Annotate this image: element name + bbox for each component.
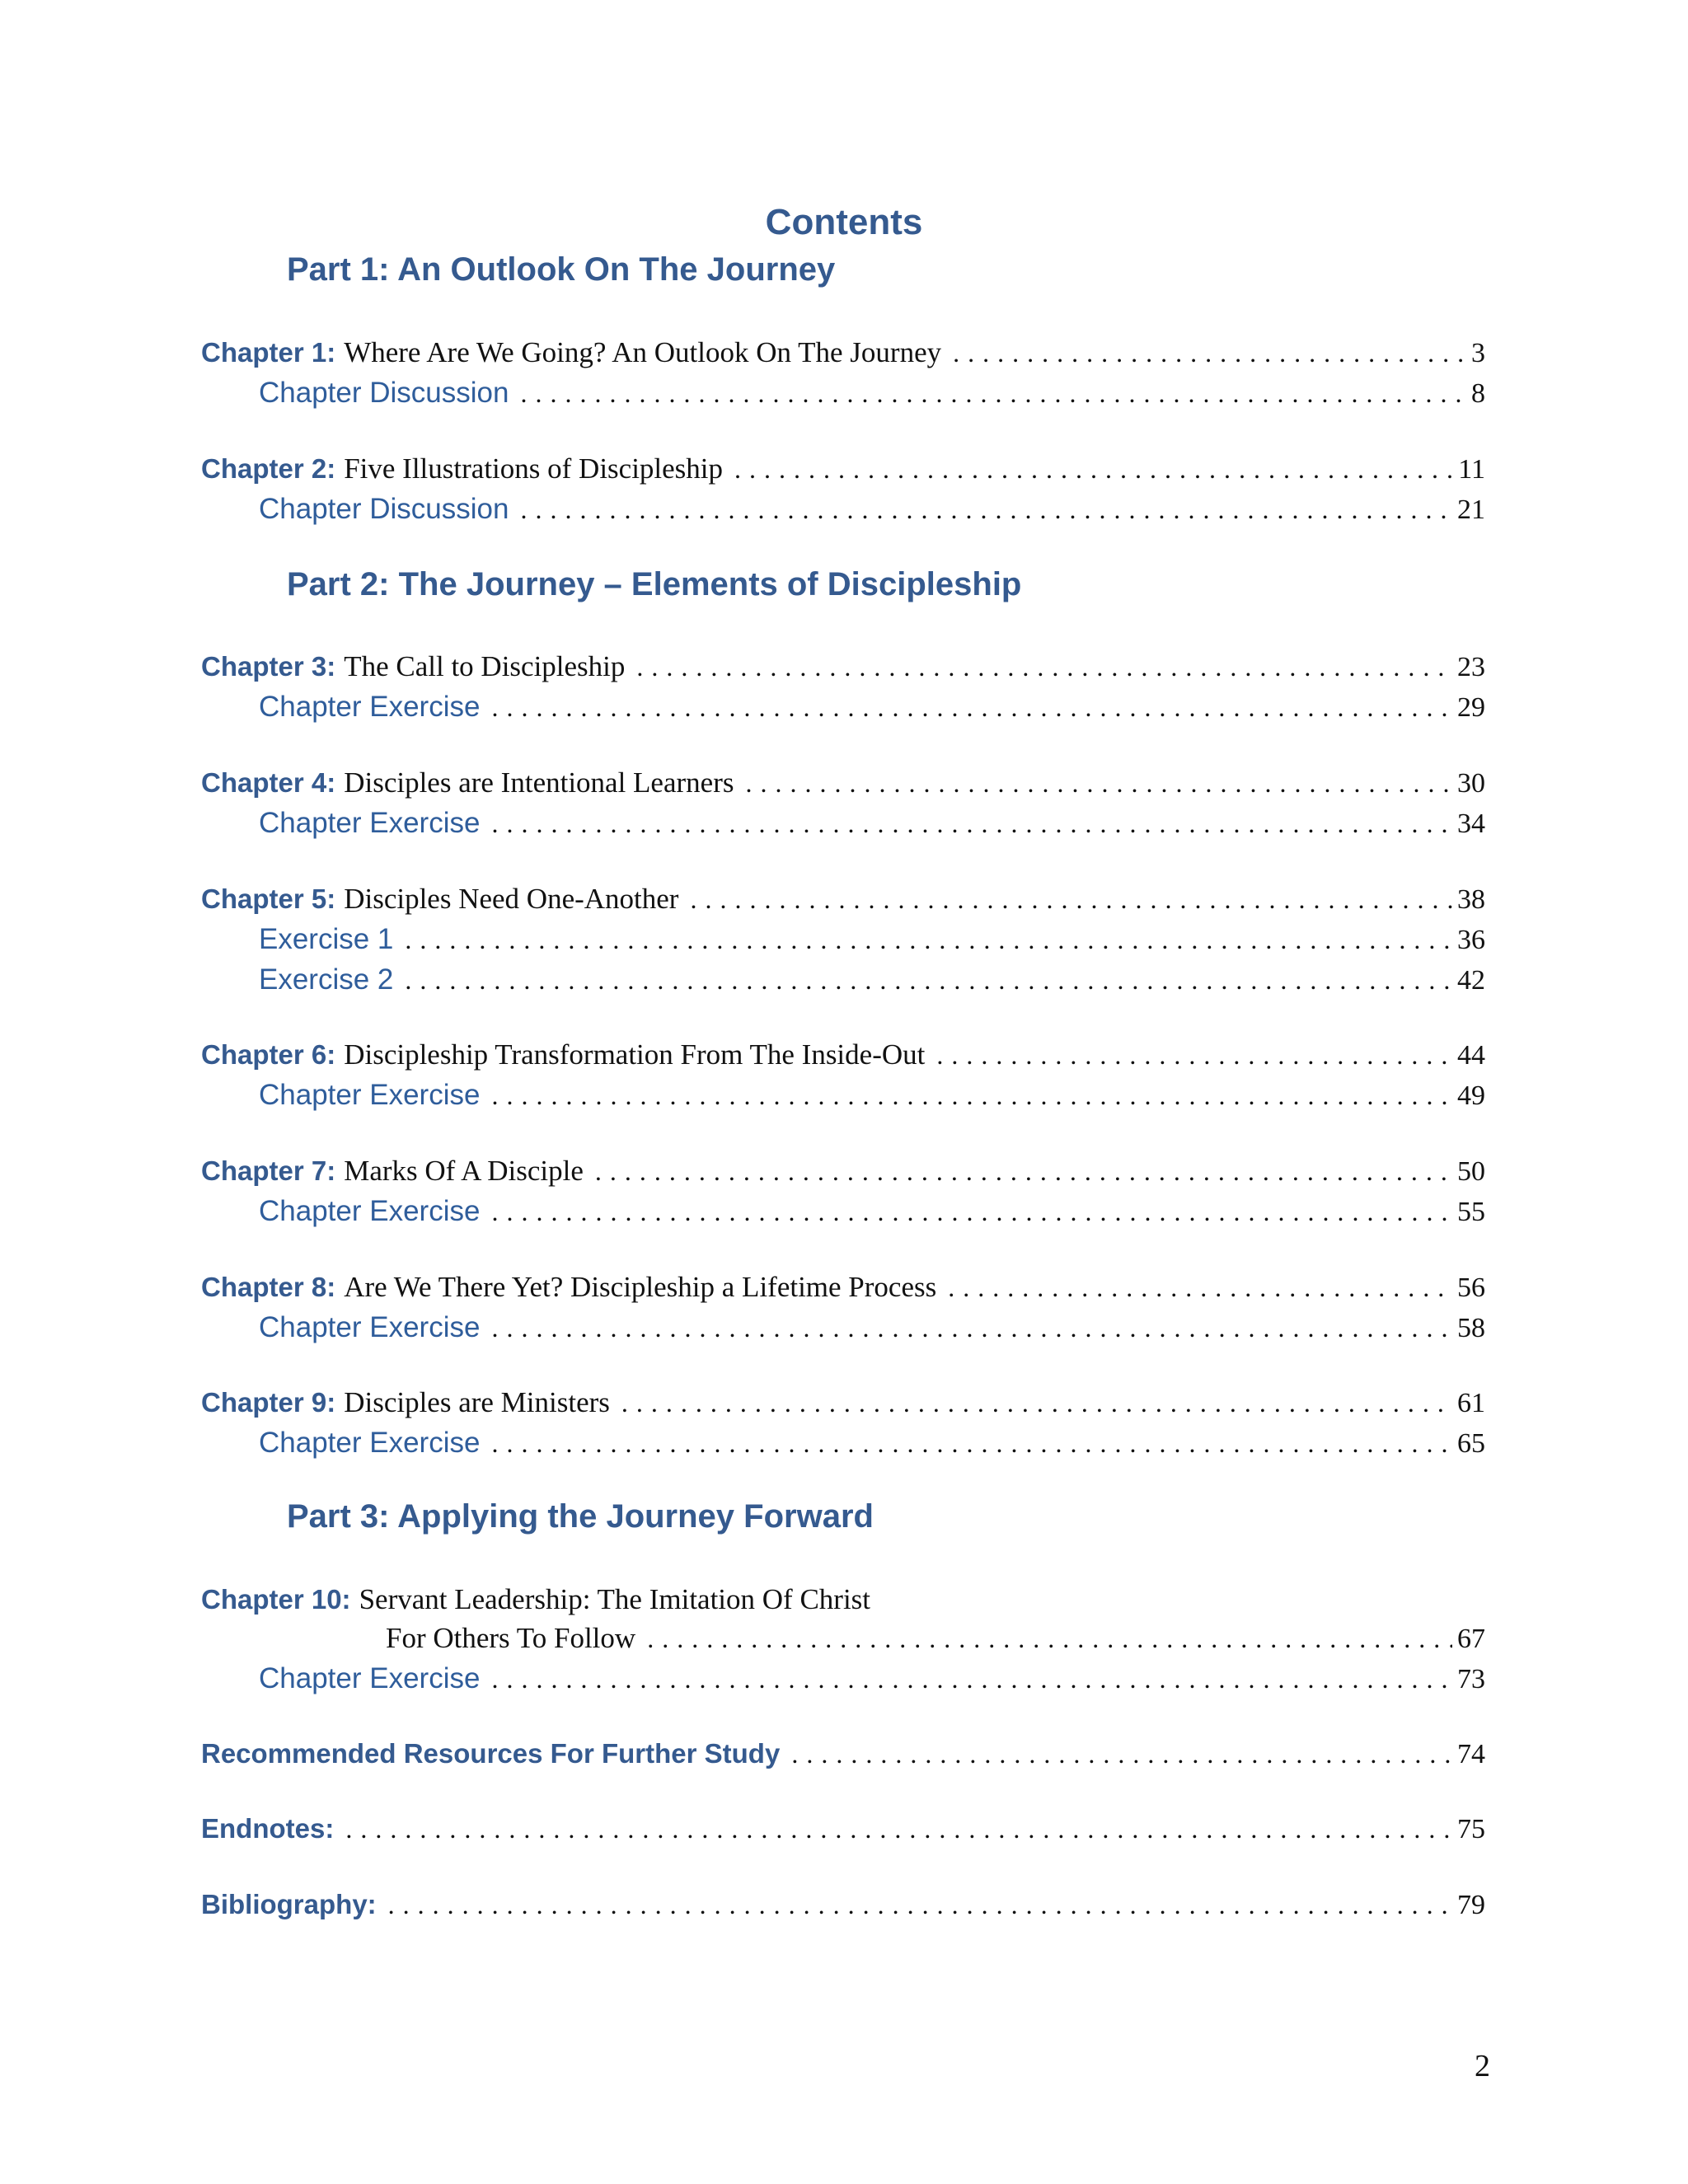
toc-entry-chapter-10-line-2[interactable]	[386, 1622, 1485, 1663]
toc-entry-chapter-10-exercise[interactable]	[259, 1662, 1485, 1704]
toc-entry-recommended-resources[interactable]	[201, 1738, 1485, 1779]
page-ref: 44	[1457, 1040, 1485, 1071]
chapter-label: Chapter 2:	[201, 453, 336, 484]
section-label: Chapter Exercise	[259, 1079, 481, 1111]
toc-entry-endnotes[interactable]	[201, 1813, 1485, 1854]
section-label: Chapter Exercise	[259, 1427, 481, 1459]
toc-entry-chapter-3[interactable]	[201, 650, 1485, 691]
dot-leader	[491, 1080, 1452, 1111]
chapter-label: Chapter 5:	[201, 883, 336, 914]
section-label: Chapter Exercise	[259, 691, 481, 723]
chapter-title: Discipleship Transformation From The Inside-Out	[344, 1038, 926, 1071]
section-label: Chapter Discussion	[259, 493, 509, 525]
chapter-label: Chapter 6:	[201, 1039, 336, 1070]
dot-leader	[520, 378, 1466, 409]
dot-leader	[491, 1428, 1452, 1459]
toc-entry-chapter-4-exercise[interactable]	[259, 807, 1485, 848]
chapter-title: Disciples are Intentional Learners	[344, 766, 734, 799]
chapter-title: Are We There Yet? Discipleship a Lifetime Process	[344, 1271, 937, 1303]
page-ref: 11	[1458, 454, 1485, 485]
dot-leader	[745, 768, 1452, 799]
dot-leader	[491, 1664, 1452, 1694]
page-ref: 79	[1457, 1890, 1485, 1920]
toc-entry-chapter-5-exercise-1[interactable]	[259, 923, 1485, 964]
dot-leader	[405, 965, 1452, 996]
dot-leader	[936, 1040, 1452, 1071]
dot-leader	[520, 494, 1452, 525]
dot-leader	[388, 1890, 1452, 1920]
dot-leader	[948, 1272, 1452, 1303]
page-ref: 75	[1457, 1814, 1485, 1844]
contents-title: Contents	[765, 202, 923, 242]
chapter-label: Chapter 7:	[201, 1155, 336, 1186]
dot-leader	[491, 808, 1452, 839]
page-ref: 8	[1471, 378, 1485, 409]
toc-entry-chapter-4[interactable]	[201, 766, 1485, 808]
toc-entry-chapter-8[interactable]	[201, 1271, 1485, 1312]
page-ref: 50	[1457, 1156, 1485, 1187]
section-label: Recommended Resources For Further Study	[201, 1738, 781, 1769]
toc-entry-chapter-8-exercise[interactable]	[259, 1311, 1485, 1352]
chapter-label: Chapter 10:	[201, 1584, 351, 1615]
page-ref: 38	[1457, 884, 1485, 915]
page-ref: 55	[1457, 1197, 1485, 1227]
page-ref: 58	[1457, 1313, 1485, 1343]
toc-entry-chapter-10-line-1[interactable]	[201, 1583, 870, 1616]
dot-leader	[636, 652, 1452, 682]
part-heading-2: Part 2: The Journey – Elements of Discipleship	[287, 566, 1022, 602]
section-label: Chapter Discussion	[259, 377, 509, 409]
dot-leader	[491, 1313, 1452, 1343]
section-label: Chapter Exercise	[259, 1311, 481, 1343]
toc-entry-chapter-2[interactable]	[201, 452, 1485, 494]
toc-entry-chapter-9-exercise[interactable]	[259, 1427, 1485, 1468]
toc-entry-chapter-9[interactable]	[201, 1386, 1485, 1427]
chapter-title: Marks Of A Disciple	[344, 1155, 584, 1187]
chapter-title: Where Are We Going? An Outlook On The Journey	[344, 336, 942, 368]
page-ref: 30	[1457, 768, 1485, 799]
page-ref: 3	[1471, 338, 1485, 368]
part-heading-1: Part 1: An Outlook On The Journey	[287, 251, 836, 288]
section-label: Chapter Exercise	[259, 1195, 481, 1227]
section-label: Exercise 2	[259, 963, 394, 996]
page-ref: 49	[1457, 1080, 1485, 1111]
dot-leader	[953, 338, 1466, 368]
section-label: Chapter Exercise	[259, 1662, 481, 1694]
chapter-label: Chapter 9:	[201, 1387, 336, 1418]
section-label: Exercise 1	[259, 923, 394, 955]
dot-leader	[734, 454, 1453, 485]
toc-entry-chapter-5[interactable]	[201, 883, 1485, 924]
dot-leader	[647, 1624, 1452, 1654]
page-ref: 23	[1457, 652, 1485, 682]
section-label: Endnotes:	[201, 1813, 335, 1844]
page-ref: 34	[1457, 808, 1485, 839]
toc-entry-bibliography[interactable]	[201, 1889, 1485, 1930]
dot-leader	[690, 884, 1452, 915]
page-ref: 61	[1457, 1388, 1485, 1418]
chapter-title: Disciples are Ministers	[344, 1386, 610, 1418]
chapter-title: Five Illustrations of Discipleship	[344, 452, 724, 485]
page-ref: 73	[1457, 1664, 1485, 1694]
dot-leader	[345, 1814, 1452, 1844]
toc-entry-chapter-3-exercise[interactable]	[259, 691, 1485, 732]
page-ref: 29	[1457, 692, 1485, 723]
dot-leader	[621, 1388, 1452, 1418]
toc-entry-chapter-6[interactable]	[201, 1038, 1485, 1080]
toc-entry-chapter-7[interactable]	[201, 1155, 1485, 1196]
chapter-label: Chapter 4:	[201, 767, 336, 798]
chapter-title: Servant Leadership: The Imitation Of Christ	[359, 1583, 871, 1615]
section-label: Bibliography:	[201, 1889, 377, 1919]
toc-entry-chapter-6-exercise[interactable]	[259, 1079, 1485, 1120]
page-ref: 65	[1457, 1428, 1485, 1459]
dot-leader	[791, 1739, 1452, 1769]
section-label: Chapter Exercise	[259, 807, 481, 839]
dot-leader	[491, 692, 1452, 723]
toc-entry-chapter-2-discussion[interactable]	[259, 493, 1485, 534]
dot-leader	[595, 1156, 1452, 1187]
dot-leader	[405, 925, 1452, 955]
chapter-title: The Call to Discipleship	[344, 650, 626, 682]
chapter-title-continued: For Others To Follow	[386, 1622, 636, 1654]
toc-entry-chapter-1-discussion[interactable]	[259, 377, 1485, 418]
page-ref: 74	[1457, 1739, 1485, 1769]
page-ref: 56	[1457, 1272, 1485, 1303]
page-ref: 36	[1457, 925, 1485, 955]
toc-entry-chapter-5-exercise-2[interactable]	[259, 963, 1485, 1005]
toc-entry-chapter-1[interactable]	[201, 336, 1485, 377]
chapter-label: Chapter 8:	[201, 1272, 336, 1302]
page-ref: 42	[1457, 965, 1485, 996]
chapter-label: Chapter 3:	[201, 651, 336, 682]
toc-entry-chapter-7-exercise[interactable]	[259, 1195, 1485, 1236]
part-heading-3: Part 3: Applying the Journey Forward	[287, 1498, 874, 1535]
page-ref: 67	[1457, 1624, 1485, 1654]
chapter-title: Disciples Need One-Another	[344, 883, 679, 915]
chapter-label: Chapter 1:	[201, 337, 336, 368]
dot-leader	[491, 1197, 1452, 1227]
page-number: 2	[1475, 2049, 1490, 2083]
page-ref: 21	[1457, 494, 1485, 525]
